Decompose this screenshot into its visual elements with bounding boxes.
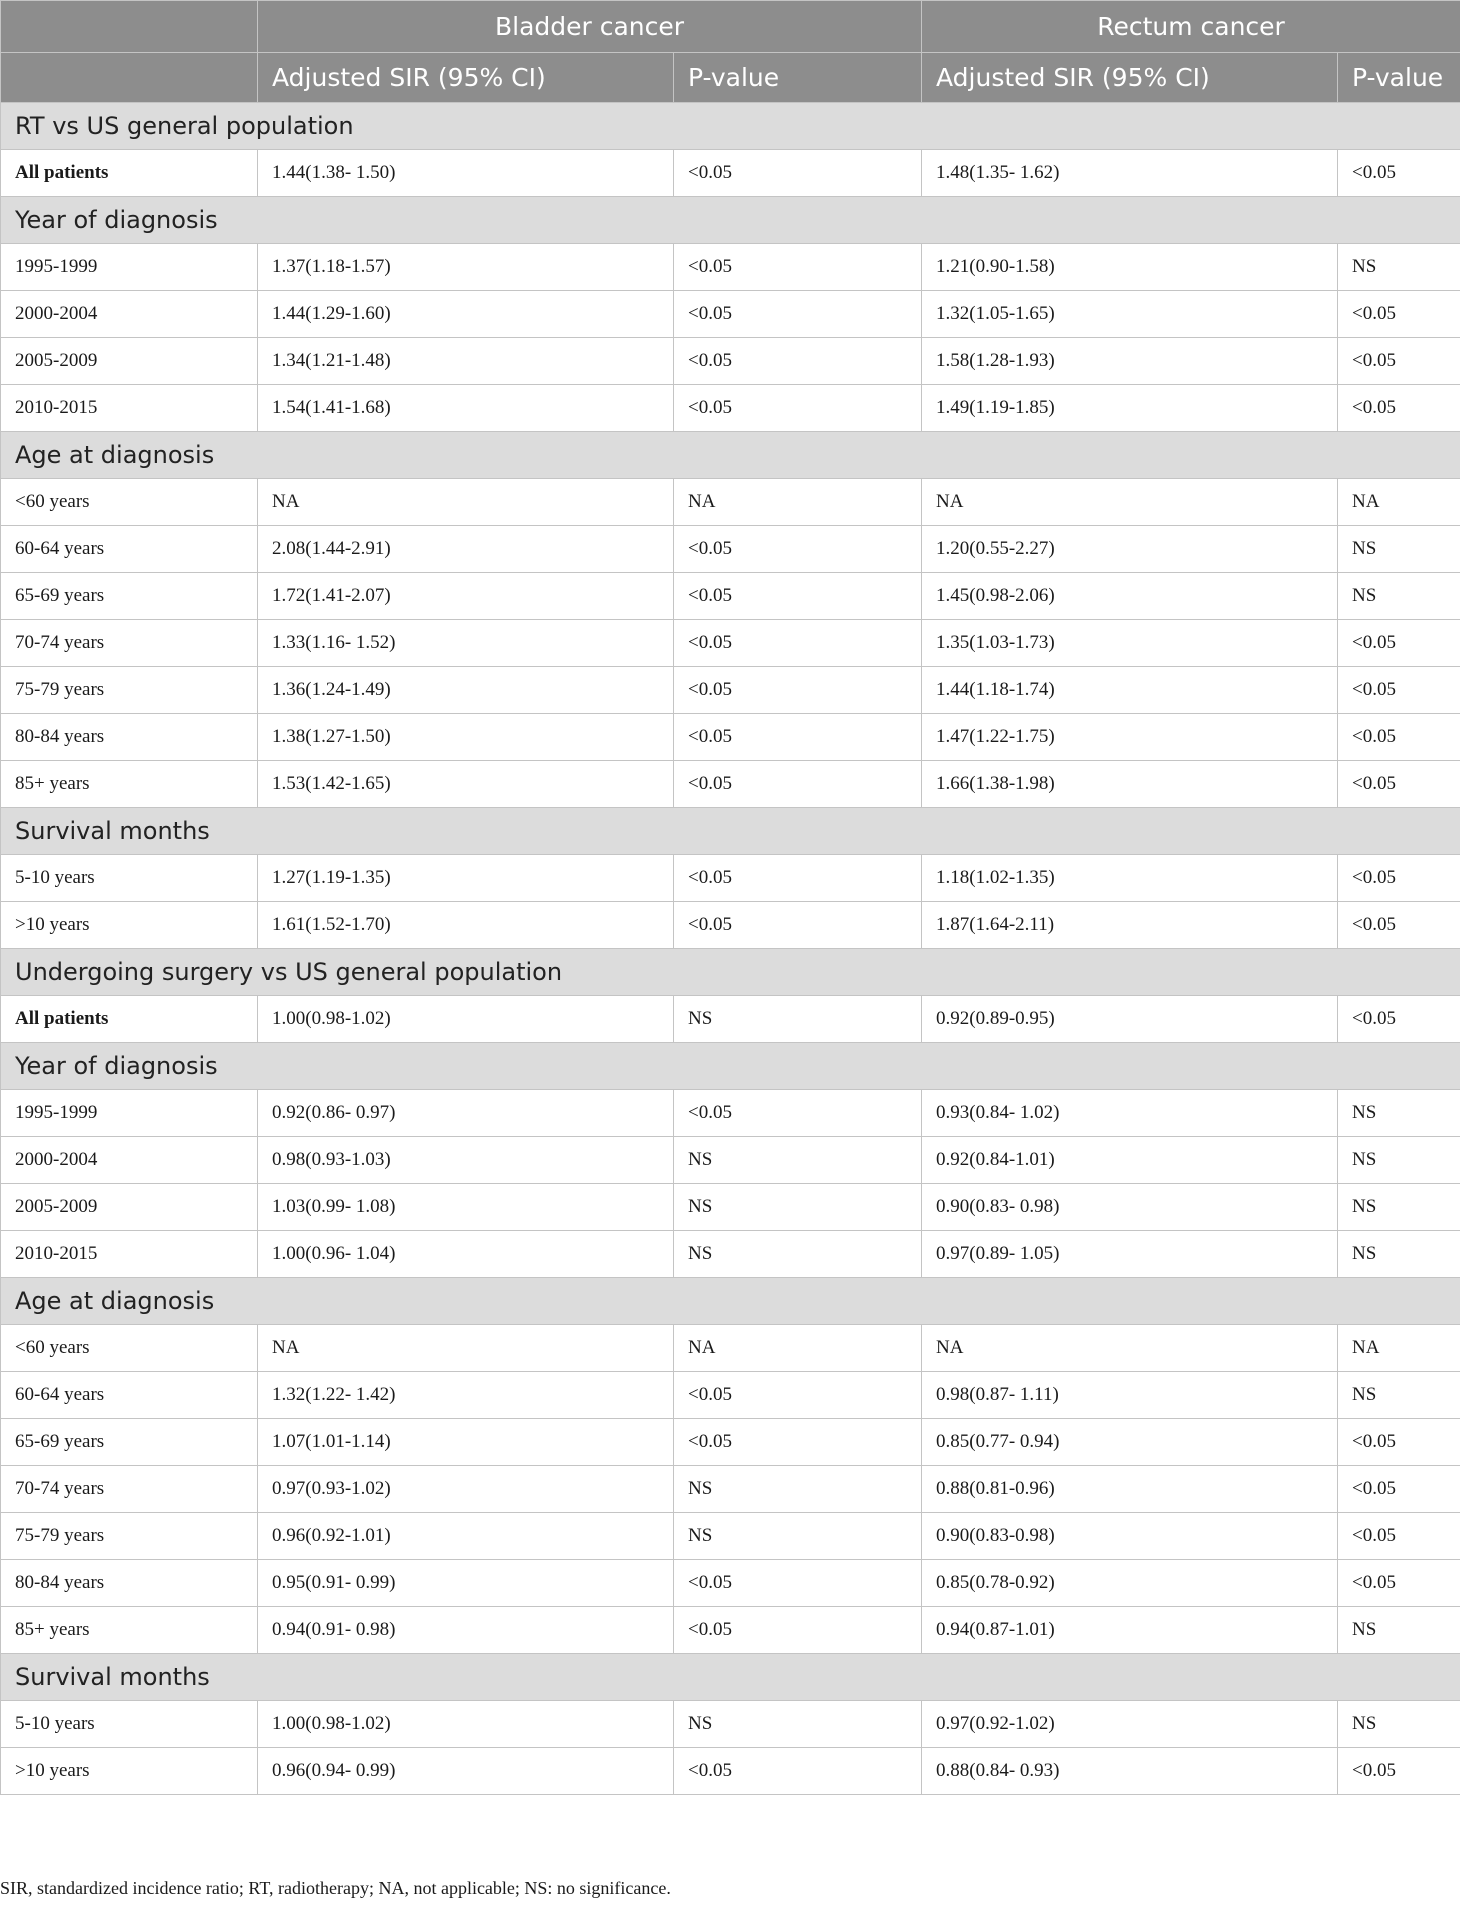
rectum-pvalue-cell: NS bbox=[1338, 1184, 1460, 1231]
bladder-sir-cell: NA bbox=[258, 479, 674, 526]
table-row bbox=[1, 667, 1460, 714]
row-label: All patients bbox=[1, 150, 258, 197]
table-row bbox=[1, 338, 1460, 385]
row-label: 2005-2009 bbox=[1, 1184, 258, 1231]
header-row-columns bbox=[1, 53, 1460, 103]
bladder-pvalue-cell: <0.05 bbox=[674, 620, 922, 667]
rectum-pvalue-cell: NS bbox=[1338, 1090, 1460, 1137]
bladder-sir-cell: 0.96(0.94- 0.99) bbox=[258, 1748, 674, 1795]
rectum-sir-cell: 0.85(0.78-0.92) bbox=[922, 1560, 1338, 1607]
row-label: 60-64 years bbox=[1, 526, 258, 573]
header-bladder-cancer: Bladder cancer bbox=[258, 1, 922, 53]
rectum-sir-cell: 0.94(0.87-1.01) bbox=[922, 1607, 1338, 1654]
bladder-pvalue-cell: NS bbox=[674, 1231, 922, 1278]
rectum-pvalue-cell: <0.05 bbox=[1338, 150, 1460, 197]
table-row bbox=[1, 1466, 1460, 1513]
table-row bbox=[1, 902, 1460, 949]
table-row bbox=[1, 761, 1460, 808]
bladder-sir-cell: 1.44(1.38- 1.50) bbox=[258, 150, 674, 197]
section-label: Survival months bbox=[1, 1654, 1460, 1701]
bladder-pvalue-cell: NS bbox=[674, 1513, 922, 1560]
section-row bbox=[1, 949, 1460, 996]
row-label: 2000-2004 bbox=[1, 291, 258, 338]
table-row bbox=[1, 573, 1460, 620]
rectum-pvalue-cell: NS bbox=[1338, 573, 1460, 620]
bladder-pvalue-cell: <0.05 bbox=[674, 150, 922, 197]
section-label: Year of diagnosis bbox=[1, 197, 1460, 244]
row-label: >10 years bbox=[1, 902, 258, 949]
bladder-pvalue-cell: NS bbox=[674, 1137, 922, 1184]
bladder-sir-cell: 0.96(0.92-1.01) bbox=[258, 1513, 674, 1560]
rectum-pvalue-cell: <0.05 bbox=[1338, 1513, 1460, 1560]
rectum-sir-cell: 0.92(0.89-0.95) bbox=[922, 996, 1338, 1043]
table-row bbox=[1, 385, 1460, 432]
bladder-pvalue-cell: NA bbox=[674, 479, 922, 526]
bladder-sir-cell: NA bbox=[258, 1325, 674, 1372]
section-label: Undergoing surgery vs US general population bbox=[1, 949, 1460, 996]
section-row bbox=[1, 1278, 1460, 1325]
row-label: 80-84 years bbox=[1, 1560, 258, 1607]
bladder-pvalue-cell: NS bbox=[674, 1466, 922, 1513]
table-row bbox=[1, 1372, 1460, 1419]
rectum-sir-cell: 1.47(1.22-1.75) bbox=[922, 714, 1338, 761]
row-label: 85+ years bbox=[1, 761, 258, 808]
rectum-sir-cell: 1.87(1.64-2.11) bbox=[922, 902, 1338, 949]
bladder-sir-cell: 1.00(0.98-1.02) bbox=[258, 1701, 674, 1748]
table-row bbox=[1, 1560, 1460, 1607]
bladder-pvalue-cell: <0.05 bbox=[674, 1090, 922, 1137]
bladder-sir-cell: 1.32(1.22- 1.42) bbox=[258, 1372, 674, 1419]
header-rectum-cancer: Rectum cancer bbox=[922, 1, 1460, 53]
table-row bbox=[1, 1325, 1460, 1372]
rectum-pvalue-cell: <0.05 bbox=[1338, 855, 1460, 902]
bladder-sir-cell: 1.44(1.29-1.60) bbox=[258, 291, 674, 338]
row-label: 65-69 years bbox=[1, 573, 258, 620]
section-row bbox=[1, 197, 1460, 244]
section-row bbox=[1, 432, 1460, 479]
row-label: 60-64 years bbox=[1, 1372, 258, 1419]
rectum-sir-cell: 0.97(0.89- 1.05) bbox=[922, 1231, 1338, 1278]
rectum-sir-cell: 0.92(0.84-1.01) bbox=[922, 1137, 1338, 1184]
row-label: All patients bbox=[1, 996, 258, 1043]
bladder-sir-cell: 1.03(0.99- 1.08) bbox=[258, 1184, 674, 1231]
bladder-sir-cell: 1.36(1.24-1.49) bbox=[258, 667, 674, 714]
bladder-sir-cell: 0.92(0.86- 0.97) bbox=[258, 1090, 674, 1137]
section-label: Year of diagnosis bbox=[1, 1043, 1460, 1090]
row-label: 2000-2004 bbox=[1, 1137, 258, 1184]
bladder-sir-cell: 1.38(1.27-1.50) bbox=[258, 714, 674, 761]
rectum-pvalue-cell: <0.05 bbox=[1338, 1748, 1460, 1795]
bladder-sir-cell: 1.53(1.42-1.65) bbox=[258, 761, 674, 808]
bladder-sir-cell: 0.94(0.91- 0.98) bbox=[258, 1607, 674, 1654]
rectum-sir-cell: 1.32(1.05-1.65) bbox=[922, 291, 1338, 338]
table-row bbox=[1, 1231, 1460, 1278]
rectum-pvalue-cell: NS bbox=[1338, 1231, 1460, 1278]
row-label: 75-79 years bbox=[1, 1513, 258, 1560]
row-label: 80-84 years bbox=[1, 714, 258, 761]
header-bladder-sir: Adjusted SIR (95% CI) bbox=[258, 53, 674, 103]
bladder-pvalue-cell: NS bbox=[674, 1701, 922, 1748]
row-label: 85+ years bbox=[1, 1607, 258, 1654]
rectum-sir-cell: 1.21(0.90-1.58) bbox=[922, 244, 1338, 291]
bladder-pvalue-cell: <0.05 bbox=[674, 1748, 922, 1795]
bladder-pvalue-cell: <0.05 bbox=[674, 855, 922, 902]
section-row bbox=[1, 808, 1460, 855]
rectum-pvalue-cell: NS bbox=[1338, 1372, 1460, 1419]
table-row bbox=[1, 479, 1460, 526]
bladder-sir-cell: 2.08(1.44-2.91) bbox=[258, 526, 674, 573]
rectum-sir-cell: NA bbox=[922, 1325, 1338, 1372]
rectum-sir-cell: 1.35(1.03-1.73) bbox=[922, 620, 1338, 667]
rectum-sir-cell: 0.97(0.92-1.02) bbox=[922, 1701, 1338, 1748]
row-label: >10 years bbox=[1, 1748, 258, 1795]
section-label: RT vs US general population bbox=[1, 103, 1460, 150]
row-label: 2010-2015 bbox=[1, 1231, 258, 1278]
row-label: 70-74 years bbox=[1, 620, 258, 667]
bladder-pvalue-cell: NS bbox=[674, 1184, 922, 1231]
bladder-sir-cell: 1.34(1.21-1.48) bbox=[258, 338, 674, 385]
header-rectum-sir: Adjusted SIR (95% CI) bbox=[922, 53, 1338, 103]
bladder-sir-cell: 1.00(0.98-1.02) bbox=[258, 996, 674, 1043]
rectum-pvalue-cell: <0.05 bbox=[1338, 996, 1460, 1043]
bladder-sir-cell: 0.98(0.93-1.03) bbox=[258, 1137, 674, 1184]
rectum-pvalue-cell: NS bbox=[1338, 1137, 1460, 1184]
bladder-sir-cell: 0.97(0.93-1.02) bbox=[258, 1466, 674, 1513]
section-label: Survival months bbox=[1, 808, 1460, 855]
bladder-sir-cell: 1.27(1.19-1.35) bbox=[258, 855, 674, 902]
table-body bbox=[1, 103, 1460, 1795]
row-label: <60 years bbox=[1, 479, 258, 526]
rectum-sir-cell: 1.48(1.35- 1.62) bbox=[922, 150, 1338, 197]
header-bladder-pvalue: P-value bbox=[674, 53, 922, 103]
row-label: <60 years bbox=[1, 1325, 258, 1372]
bladder-sir-cell: 1.37(1.18-1.57) bbox=[258, 244, 674, 291]
bladder-pvalue-cell: <0.05 bbox=[674, 385, 922, 432]
bladder-sir-cell: 1.54(1.41-1.68) bbox=[258, 385, 674, 432]
bladder-sir-cell: 1.72(1.41-2.07) bbox=[258, 573, 674, 620]
rectum-pvalue-cell: NS bbox=[1338, 244, 1460, 291]
rectum-pvalue-cell: NS bbox=[1338, 1701, 1460, 1748]
rectum-sir-cell: 1.66(1.38-1.98) bbox=[922, 761, 1338, 808]
row-label: 1995-1999 bbox=[1, 1090, 258, 1137]
bladder-pvalue-cell: <0.05 bbox=[674, 1419, 922, 1466]
section-label: Age at diagnosis bbox=[1, 1278, 1460, 1325]
table-row bbox=[1, 620, 1460, 667]
rectum-sir-cell: 0.98(0.87- 1.11) bbox=[922, 1372, 1338, 1419]
table-row bbox=[1, 714, 1460, 761]
rectum-sir-cell: 0.85(0.77- 0.94) bbox=[922, 1419, 1338, 1466]
table-row bbox=[1, 526, 1460, 573]
rectum-sir-cell: 1.18(1.02-1.35) bbox=[922, 855, 1338, 902]
table-row bbox=[1, 150, 1460, 197]
table-footnote: SIR, standardized incidence ratio; RT, radiotherapy; NA, not applicable; NS: no significance. bbox=[0, 1878, 671, 1898]
rectum-pvalue-cell: <0.05 bbox=[1338, 620, 1460, 667]
bladder-sir-cell: 1.00(0.96- 1.04) bbox=[258, 1231, 674, 1278]
table-row bbox=[1, 1419, 1460, 1466]
rectum-pvalue-cell: <0.05 bbox=[1338, 1419, 1460, 1466]
rectum-pvalue-cell: <0.05 bbox=[1338, 714, 1460, 761]
section-label: Age at diagnosis bbox=[1, 432, 1460, 479]
rectum-sir-cell: 0.90(0.83- 0.98) bbox=[922, 1184, 1338, 1231]
bladder-pvalue-cell: <0.05 bbox=[674, 714, 922, 761]
table-row bbox=[1, 1090, 1460, 1137]
rectum-pvalue-cell: NS bbox=[1338, 1607, 1460, 1654]
rectum-sir-cell: 1.45(0.98-2.06) bbox=[922, 573, 1338, 620]
header-blank-cell bbox=[1, 1, 258, 53]
bladder-pvalue-cell: <0.05 bbox=[674, 902, 922, 949]
table-row bbox=[1, 1701, 1460, 1748]
rectum-pvalue-cell: <0.05 bbox=[1338, 338, 1460, 385]
table-row bbox=[1, 291, 1460, 338]
bladder-pvalue-cell: <0.05 bbox=[674, 291, 922, 338]
rectum-sir-cell: 1.44(1.18-1.74) bbox=[922, 667, 1338, 714]
bladder-pvalue-cell: <0.05 bbox=[674, 667, 922, 714]
rectum-sir-cell: 1.49(1.19-1.85) bbox=[922, 385, 1338, 432]
row-label: 2005-2009 bbox=[1, 338, 258, 385]
table-row bbox=[1, 996, 1460, 1043]
rectum-pvalue-cell: <0.05 bbox=[1338, 667, 1460, 714]
row-label: 65-69 years bbox=[1, 1419, 258, 1466]
rectum-sir-cell: 0.88(0.81-0.96) bbox=[922, 1466, 1338, 1513]
bladder-pvalue-cell: <0.05 bbox=[674, 338, 922, 385]
rectum-sir-cell: NA bbox=[922, 479, 1338, 526]
bladder-pvalue-cell: <0.05 bbox=[674, 1607, 922, 1654]
bladder-sir-cell: 1.61(1.52-1.70) bbox=[258, 902, 674, 949]
bladder-pvalue-cell: NS bbox=[674, 996, 922, 1043]
row-label: 2010-2015 bbox=[1, 385, 258, 432]
bladder-pvalue-cell: <0.05 bbox=[674, 244, 922, 291]
rectum-sir-cell: 0.90(0.83-0.98) bbox=[922, 1513, 1338, 1560]
table-row bbox=[1, 1137, 1460, 1184]
row-label: 75-79 years bbox=[1, 667, 258, 714]
rectum-pvalue-cell: <0.05 bbox=[1338, 291, 1460, 338]
row-label: 70-74 years bbox=[1, 1466, 258, 1513]
rectum-pvalue-cell: <0.05 bbox=[1338, 761, 1460, 808]
header-rectum-pvalue: P-value bbox=[1338, 53, 1460, 103]
rectum-pvalue-cell: <0.05 bbox=[1338, 385, 1460, 432]
bladder-sir-cell: 1.07(1.01-1.14) bbox=[258, 1419, 674, 1466]
rectum-pvalue-cell: <0.05 bbox=[1338, 902, 1460, 949]
section-row bbox=[1, 1043, 1460, 1090]
table-header bbox=[1, 1, 1460, 103]
table-row bbox=[1, 1184, 1460, 1231]
bladder-pvalue-cell: <0.05 bbox=[674, 526, 922, 573]
rectum-pvalue-cell: NS bbox=[1338, 526, 1460, 573]
section-row bbox=[1, 1654, 1460, 1701]
bladder-sir-cell: 0.95(0.91- 0.99) bbox=[258, 1560, 674, 1607]
rectum-sir-cell: 1.58(1.28-1.93) bbox=[922, 338, 1338, 385]
rectum-sir-cell: 1.20(0.55-2.27) bbox=[922, 526, 1338, 573]
rectum-pvalue-cell: <0.05 bbox=[1338, 1466, 1460, 1513]
rectum-sir-cell: 0.93(0.84- 1.02) bbox=[922, 1090, 1338, 1137]
header-blank-cell bbox=[1, 53, 258, 103]
section-row bbox=[1, 103, 1460, 150]
rectum-pvalue-cell: <0.05 bbox=[1338, 1560, 1460, 1607]
bladder-pvalue-cell: <0.05 bbox=[674, 1560, 922, 1607]
table-row bbox=[1, 1748, 1460, 1795]
row-label: 1995-1999 bbox=[1, 244, 258, 291]
table-row bbox=[1, 1607, 1460, 1654]
table-row bbox=[1, 855, 1460, 902]
bladder-sir-cell: 1.33(1.16- 1.52) bbox=[258, 620, 674, 667]
row-label: 5-10 years bbox=[1, 1701, 258, 1748]
bladder-pvalue-cell: <0.05 bbox=[674, 1372, 922, 1419]
rectum-pvalue-cell: NA bbox=[1338, 1325, 1460, 1372]
rectum-sir-cell: 0.88(0.84- 0.93) bbox=[922, 1748, 1338, 1795]
header-row-groups bbox=[1, 1, 1460, 53]
bladder-pvalue-cell: <0.05 bbox=[674, 573, 922, 620]
bladder-pvalue-cell: <0.05 bbox=[674, 761, 922, 808]
table-row bbox=[1, 1513, 1460, 1560]
bladder-pvalue-cell: NA bbox=[674, 1325, 922, 1372]
row-label: 5-10 years bbox=[1, 855, 258, 902]
rectum-pvalue-cell: NA bbox=[1338, 479, 1460, 526]
table-row bbox=[1, 244, 1460, 291]
